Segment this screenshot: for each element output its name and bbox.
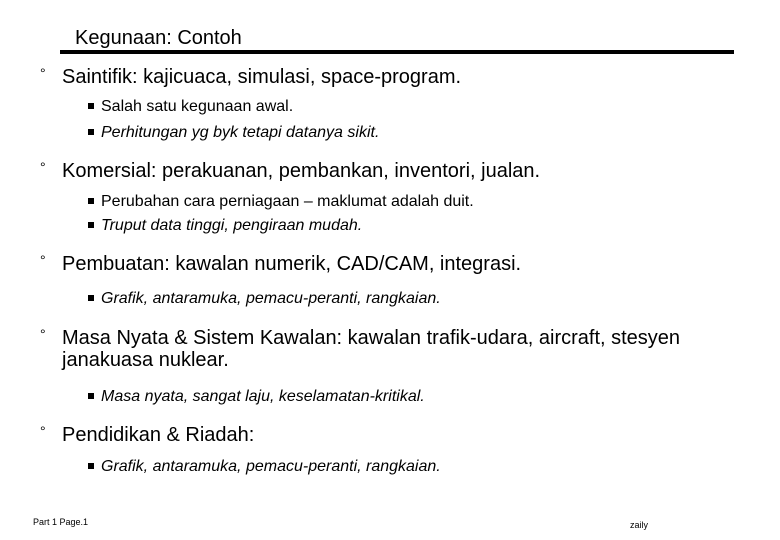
sub-point-text: Masa nyata, sangat laju, keselamatan-kritikal.: [101, 388, 425, 405]
degree-bullet-icon: °: [40, 423, 46, 439]
sub-point-text: Perhitungan yg byk tetapi datanya sikit.: [101, 124, 380, 141]
square-bullet-icon: [88, 129, 94, 135]
footer-author: zaily: [630, 520, 649, 530]
sub-point-text: Truput data tinggi, pengiraan mudah.: [101, 217, 363, 234]
sub-point: [88, 192, 474, 211]
bullet-point-masa-nyata: [40, 327, 712, 371]
footer-page-label: Part 1 Page.1: [33, 517, 89, 527]
sub-point: [88, 123, 379, 142]
square-bullet-icon: [88, 103, 94, 109]
degree-bullet-icon: °: [40, 326, 46, 342]
sub-point: [88, 97, 293, 116]
point-text: Masa Nyata & Sistem Kawalan: kawalan trafik-udara, aircraft, stesyen janakuasa nuklear.: [62, 327, 681, 371]
sub-point: [88, 457, 441, 476]
square-bullet-icon: [88, 295, 94, 301]
square-bullet-icon: [88, 222, 94, 228]
point-text: Komersial: perakuanan, pembankan, inventori, jualan.: [62, 160, 541, 182]
sub-point-text: Grafik, antaramuka, pemacu-peranti, rangkaian.: [101, 458, 441, 475]
title-rule: [60, 50, 734, 54]
degree-bullet-icon: °: [40, 159, 46, 175]
square-bullet-icon: [88, 198, 94, 204]
bullet-point-saintifik: [40, 66, 712, 88]
bullet-point-pendidikan: [40, 424, 712, 446]
square-bullet-icon: [88, 463, 94, 469]
sub-point: [88, 289, 441, 308]
degree-bullet-icon: °: [40, 252, 46, 268]
point-text: Pembuatan: kawalan numerik, CAD/CAM, integrasi.: [62, 253, 522, 275]
sub-point-text: Grafik, antaramuka, pemacu-peranti, rangkaian.: [101, 290, 441, 307]
slide-title: Kegunaan: Contoh: [75, 27, 242, 49]
degree-bullet-icon: °: [40, 65, 46, 81]
sub-point: [88, 387, 425, 406]
sub-point: [88, 216, 362, 235]
point-text: Saintifik: kajicuaca, simulasi, space-program.: [62, 66, 462, 88]
square-bullet-icon: [88, 393, 94, 399]
bullet-point-komersial: [40, 160, 712, 182]
sub-point-text: Salah satu kegunaan awal.: [101, 98, 294, 115]
bullet-point-pembuatan: [40, 253, 712, 275]
point-text: Pendidikan & Riadah:: [62, 424, 255, 446]
sub-point-text: Perubahan cara perniagaan – maklumat adalah duit.: [101, 193, 474, 210]
